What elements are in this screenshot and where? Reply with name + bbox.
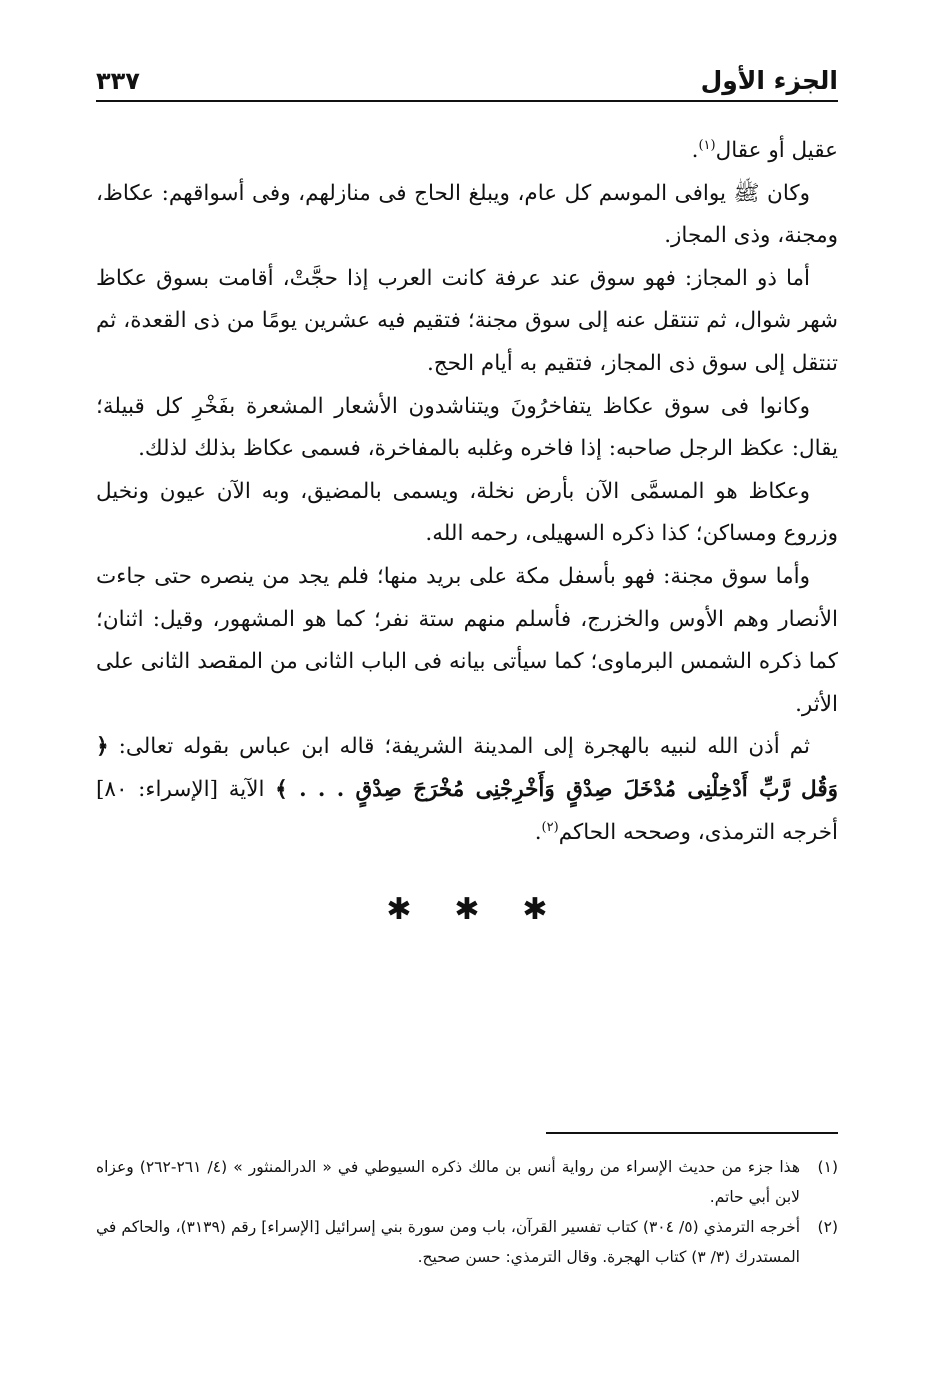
asterisk-icon: ✱	[454, 892, 480, 928]
paragraph	[96, 130, 838, 173]
footnotes	[96, 1132, 838, 1272]
paragraph-text: الآية [الإسراء: ٨٠] أخرجه الترمذى، وصححه الحاكم	[96, 776, 838, 845]
footnote	[96, 1212, 838, 1272]
section-separator	[96, 892, 838, 928]
asterisk-icon: ✱	[522, 892, 548, 928]
quran-verse: ﴿ وَقُل رَّبِّ أَدْخِلْنِى مُدْخَلَ صِدْقٍ وَأَخْرِجْنِى مُخْرَجَ صِدْقٍ . . . ﴾	[96, 734, 839, 802]
footnote-text: أخرجه الترمذي (٥/ ٣٠٤) كتاب تفسير القرآن، باب ومن سورة بني إسرائيل [الإسراء] رقم (٣١٣٩)، والحاكم في المستدرك (٣/ ٣) كتاب الهجرة. وقال الترمذي: حسن صحيح.	[96, 1218, 801, 1266]
footnote-list	[96, 1152, 838, 1272]
paragraph: وعكاظ هو المسمَّى الآن بأرض نخلة، ويسمى بالمضيق، وبه الآن عيون ونخيل وزروع ومساكن؛ كذا ذكره السهيلى، رحمه الله.	[96, 478, 838, 547]
paragraph: وكان ﷺ يوافى الموسم كل عام، ويبلغ الحاج فى منازلهم، وفى أسواقهم: عكاظ، ومجنة، وذى المجاز.	[96, 180, 838, 249]
paragraph: وأما سوق مجنة: فهو بأسفل مكة على بريد منها؛ فلم يجد من ينصره حتى جاءت الأنصار وهم الأوس والخزرج، فأسلم منهم ستة نفر؛ كما هو المشهور، وقيل: اثنان؛ كما ذكره الشمس البرماوى؛ كما سيأتى بيانه فى الباب الثانى من المقصد الثانى على الأثر.	[96, 563, 838, 717]
main-text	[96, 130, 838, 928]
footnote-number: (١)	[817, 1158, 838, 1176]
paragraph: أما ذو المجاز: فهو سوق عند عرفة كانت العرب إذا حجَّتْ، أقامت بسوق عكاظ شهر شوال، ثم تنتقل عنه إلى سوق مجنة؛ فتقيم فيه عشرين يومًا من ذى القعدة، ثم تنتقل إلى سوق ذى المجاز، فتقيم به أيام الحج.	[96, 265, 838, 376]
book-page	[96, 52, 838, 1352]
footnote-reference[interactable]: (١)	[698, 137, 716, 153]
footnote-reference[interactable]: (٢)	[541, 819, 559, 835]
running-header	[96, 52, 838, 102]
footnote-number: (٢)	[817, 1218, 838, 1236]
paragraph-text: عقيل أو عقال	[715, 138, 838, 163]
page-number: ٣٣٧	[96, 67, 140, 95]
volume-title: الجزء الأول	[700, 66, 838, 95]
paragraph-text: ثم أذن الله لنبيه بالهجرة إلى المدينة الشريفة؛ قاله ابن عباس بقوله تعالى:	[108, 734, 810, 760]
paragraph-end: .	[534, 819, 542, 845]
footnote-divider	[546, 1132, 838, 1134]
footnote-text: هذا جزء من حديث الإسراء من رواية أنس بن مالك ذكره السيوطي في « الدرالمنثور » (٤/ ٢٦١-٢٦٢) وعزاه لابن أبي حاتم.	[96, 1158, 800, 1206]
paragraph	[96, 726, 838, 854]
footnote	[96, 1152, 838, 1212]
paragraph: وكانوا فى سوق عكاظ يتفاخرُونَ ويتناشدون الأشعار المشعرة بفَخْرِ كل قبيلة؛ يقال: عكظ الرجل صاحبه: إذا فاخره وغلبه بالمفاخرة، فسمى عكاظ بذلك لذلك.	[96, 393, 838, 462]
paragraph-end: .	[691, 138, 699, 163]
asterisk-icon: ✱	[386, 892, 412, 928]
